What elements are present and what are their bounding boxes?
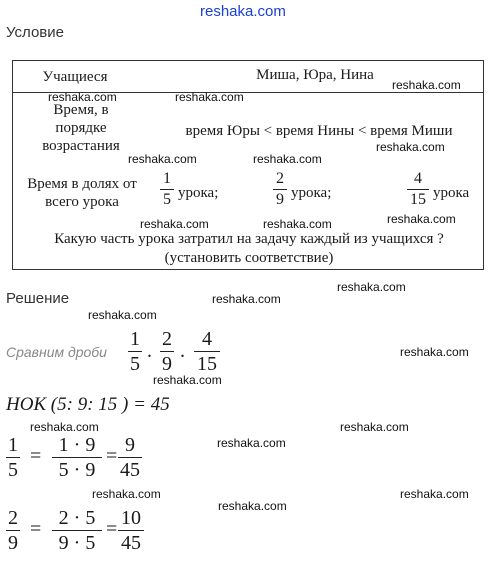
fraction-1-5: 1 5 <box>160 170 174 209</box>
compare-fraction-2-9: 2 9 <box>162 328 172 375</box>
compare-fraction-4-15: 4 15 <box>194 328 220 375</box>
eq2-fraction-b: 2 · 5 9 · 5 <box>52 507 102 554</box>
fraction-2-9: 2 9 <box>273 170 287 209</box>
watermark: reshaka.com <box>92 487 161 501</box>
equals-sign: = <box>30 518 42 540</box>
watermark: reshaka.com <box>212 292 281 306</box>
fraction-1-unit: урока; <box>178 185 219 201</box>
solution-heading: Решение <box>6 290 70 307</box>
students-label: Учащиеся <box>42 69 108 85</box>
question-note: (установить соответствие) <box>164 250 334 266</box>
lcm-line: НОК (5: 9: 15 ) = 45 <box>6 394 170 415</box>
eq2-fraction-c: 10 45 <box>118 507 144 554</box>
compare-fraction-1-5: 1 5 <box>130 328 140 375</box>
watermark: reshaka.com <box>48 90 117 104</box>
condition-heading: Условие <box>6 24 64 41</box>
time-share-label: Время в долях от всего урока <box>27 176 137 210</box>
watermark: reshaka.com <box>392 78 461 92</box>
fraction-2-unit: урока; <box>291 185 332 201</box>
watermark: reshaka.com <box>376 140 445 154</box>
eq1-fraction-a: 1 5 <box>8 434 18 481</box>
watermark: reshaka.com <box>387 212 456 226</box>
fraction-3-unit: урока <box>433 185 470 201</box>
watermark: reshaka.com <box>253 152 322 166</box>
watermark: reshaka.com <box>88 308 157 322</box>
watermark: reshaka.com <box>128 152 197 166</box>
watermark: reshaka.com <box>175 90 244 104</box>
watermark: reshaka.com <box>337 280 406 294</box>
watermark: reshaka.com <box>340 420 409 434</box>
equals-sign: = <box>106 518 118 540</box>
separator: . <box>180 340 185 362</box>
eq1-fraction-b: 1 · 9 5 · 9 <box>52 434 102 481</box>
separator: . <box>147 340 152 362</box>
watermark: reshaka.com <box>400 345 469 359</box>
time-order-value: время Юры < время Нины < время Миши <box>185 123 453 139</box>
watermark: reshaka.com <box>217 436 286 450</box>
watermark: reshaka.com <box>140 217 209 231</box>
watermark: reshaka.com <box>218 499 287 513</box>
watermark: reshaka.com <box>153 373 222 387</box>
students-names: Миша, Юра, Нина <box>256 67 374 83</box>
fraction-4-15: 4 15 <box>407 170 429 209</box>
time-order-label: Время, в порядке возрастания <box>42 102 120 154</box>
watermark-top: reshaka.com <box>200 3 286 20</box>
question-text: Какую часть урока затратил на задачу каждый из учащихся ? <box>54 231 444 247</box>
compare-label: Сравним дроби <box>6 344 107 360</box>
eq1-fraction-c: 9 45 <box>120 434 140 481</box>
equals-sign: = <box>30 445 42 467</box>
watermark: reshaka.com <box>263 217 332 231</box>
eq2-fraction-a: 2 9 <box>8 507 18 554</box>
equals-sign: = <box>106 445 118 467</box>
watermark: reshaka.com <box>400 487 469 501</box>
watermark: reshaka.com <box>30 420 99 434</box>
